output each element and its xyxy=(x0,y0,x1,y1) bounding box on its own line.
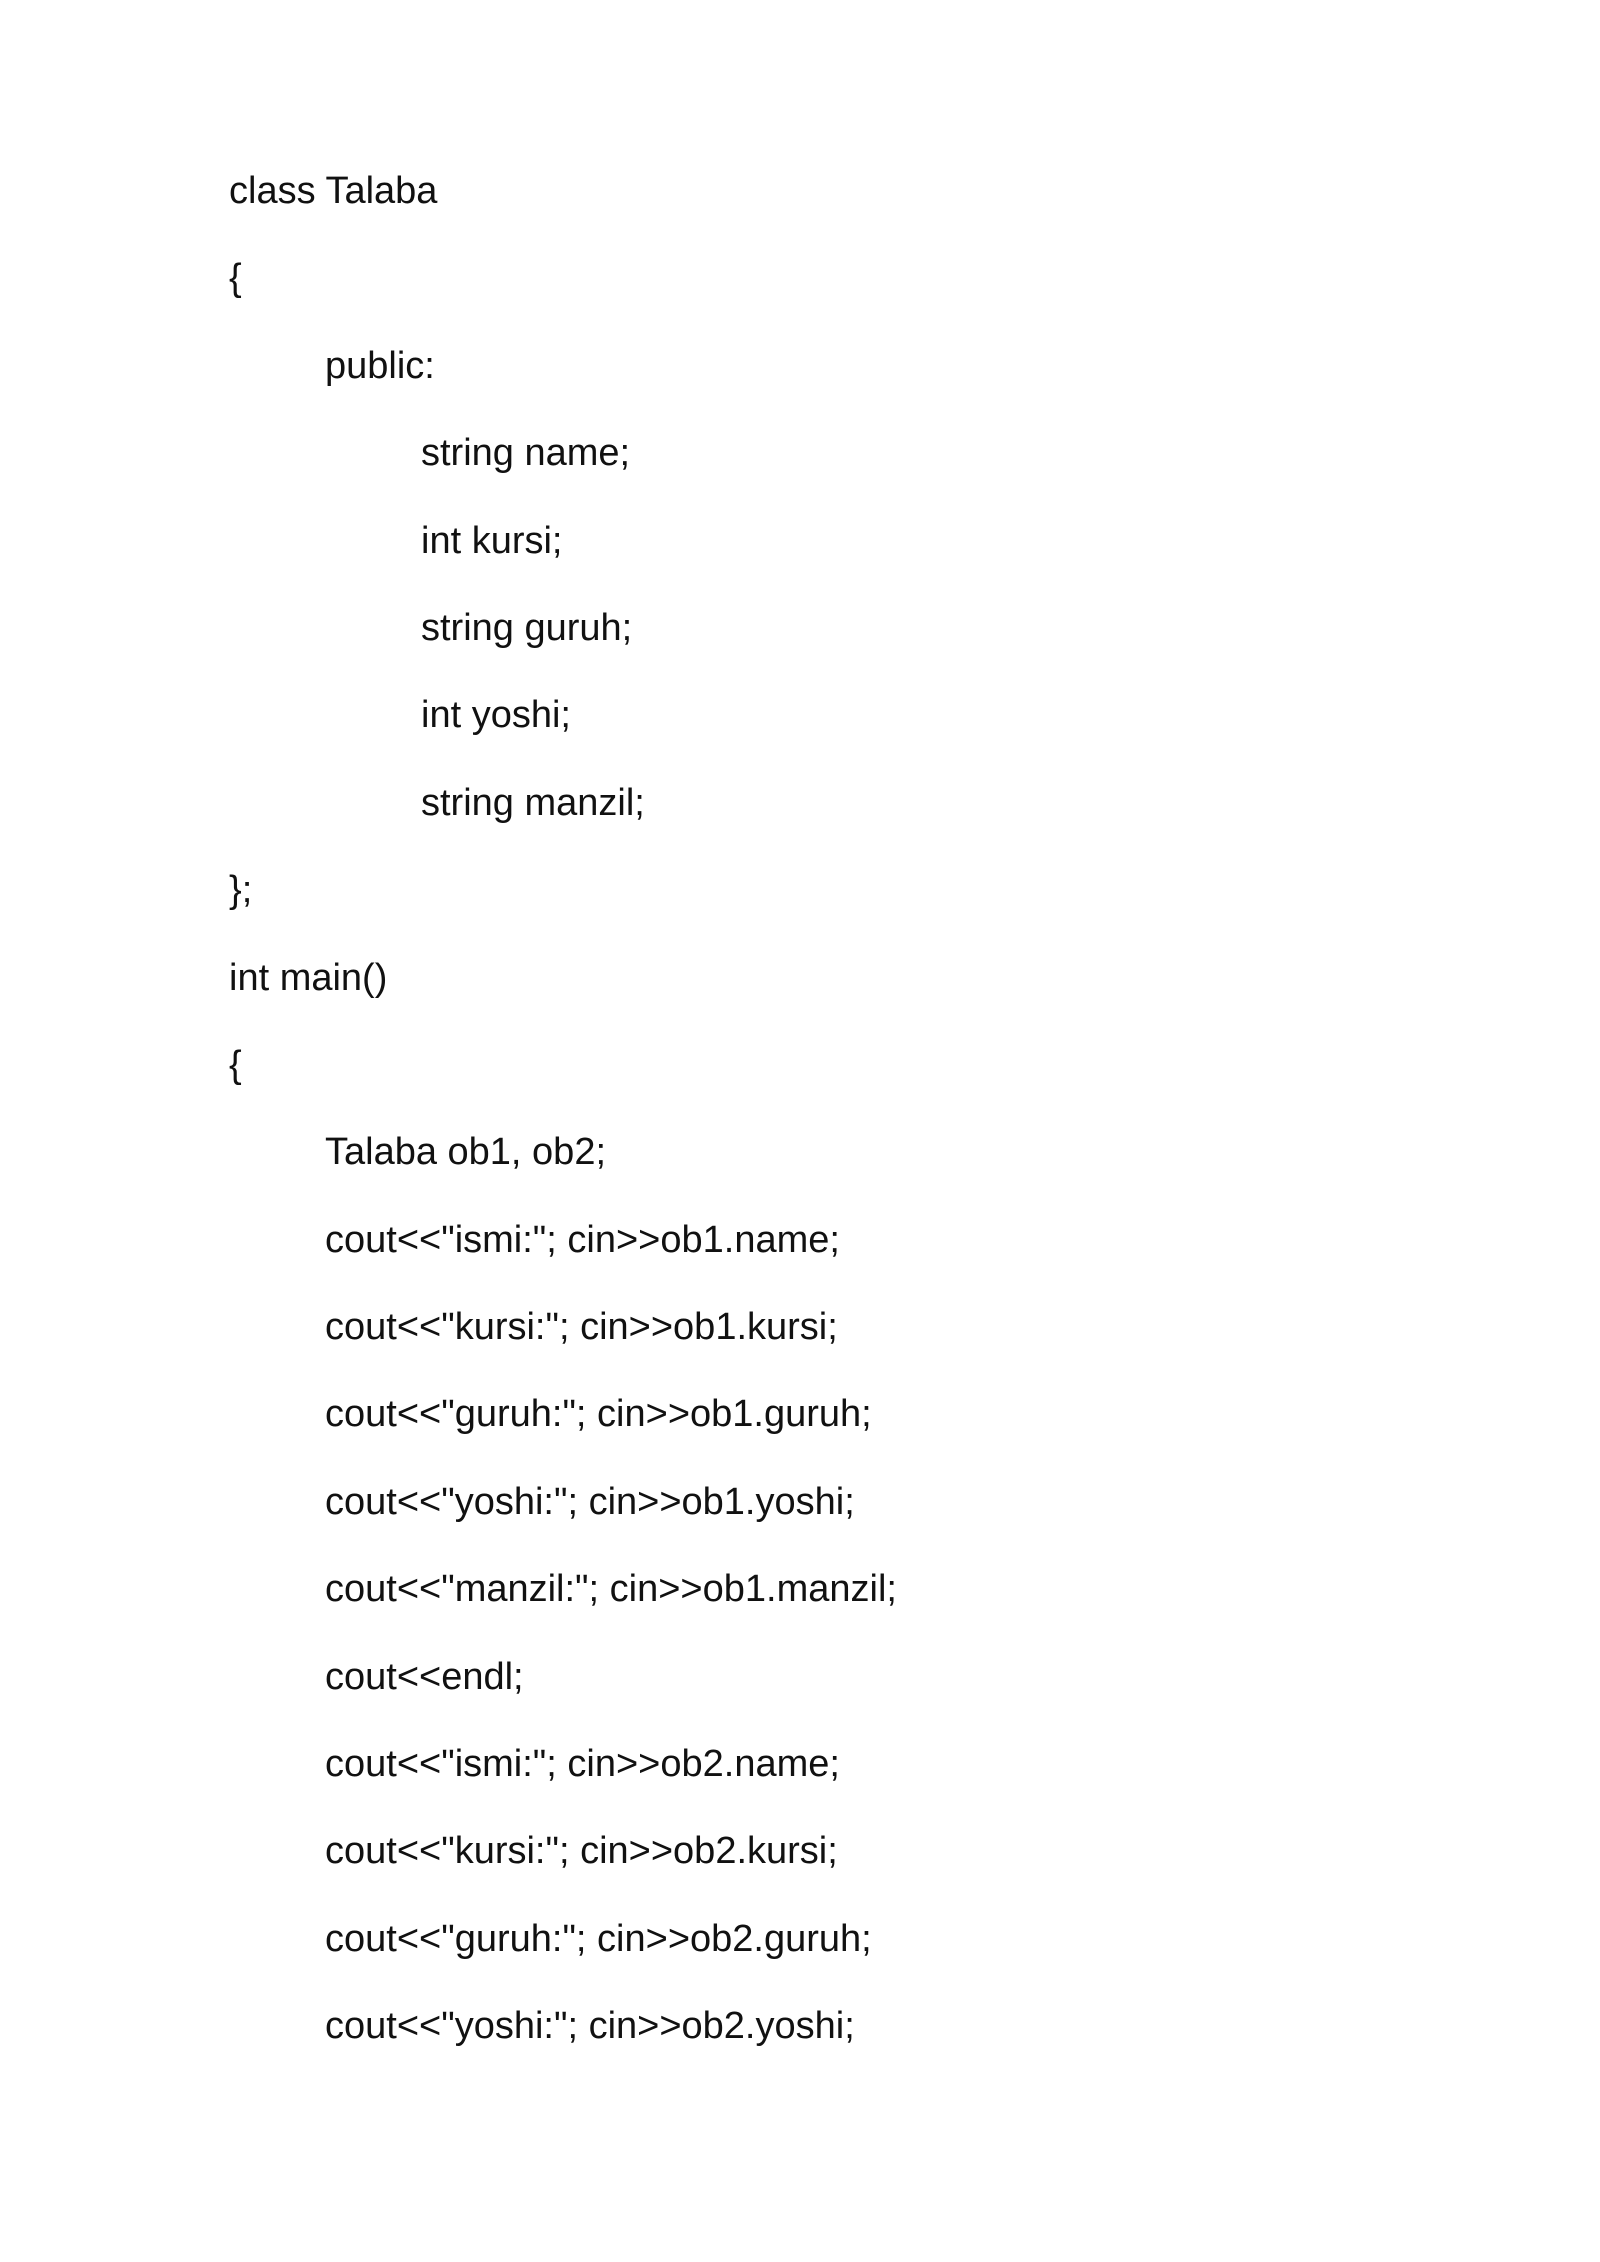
code-line-public-specifier: public: xyxy=(325,344,435,387)
code-line-main-open-brace: { xyxy=(229,1043,242,1086)
code-line-input-ob2-guruh: cout<<"guruh:"; cin>>ob2.guruh; xyxy=(325,1917,872,1960)
code-line-input-ob1-name: cout<<"ismi:"; cin>>ob1.name; xyxy=(325,1218,840,1261)
code-line-object-declaration: Talaba ob1, ob2; xyxy=(325,1131,607,1174)
code-listing xyxy=(229,148,1429,2071)
code-line-field-guruh: string guruh; xyxy=(421,606,633,649)
code-line-open-brace: { xyxy=(229,257,242,300)
code-line-endl: cout<<endl; xyxy=(325,1655,524,1698)
code-line-input-ob2-name: cout<<"ismi:"; cin>>ob2.name; xyxy=(325,1743,840,1786)
code-line-input-ob1-guruh: cout<<"guruh:"; cin>>ob1.guruh; xyxy=(325,1393,872,1436)
code-line-input-ob1-kursi: cout<<"kursi:"; cin>>ob1.kursi; xyxy=(325,1306,838,1349)
code-line-field-yoshi: int yoshi; xyxy=(421,694,571,737)
code-line-class-declaration: class Talaba xyxy=(229,170,438,212)
code-line-field-manzil: string manzil; xyxy=(421,781,645,824)
code-line-field-kursi: int kursi; xyxy=(421,519,563,562)
code-line-input-ob2-yoshi: cout<<"yoshi:"; cin>>ob2.yoshi; xyxy=(325,2005,855,2048)
code-line-input-ob2-kursi: cout<<"kursi:"; cin>>ob2.kursi; xyxy=(325,1830,838,1873)
code-line-input-ob1-manzil: cout<<"manzil:"; cin>>ob1.manzil; xyxy=(325,1568,897,1611)
code-line-input-ob1-yoshi: cout<<"yoshi:"; cin>>ob1.yoshi; xyxy=(325,1480,855,1523)
code-line-field-name: string name; xyxy=(421,432,631,475)
code-line-class-close: }; xyxy=(229,869,253,912)
code-line-main-signature: int main() xyxy=(229,956,388,999)
